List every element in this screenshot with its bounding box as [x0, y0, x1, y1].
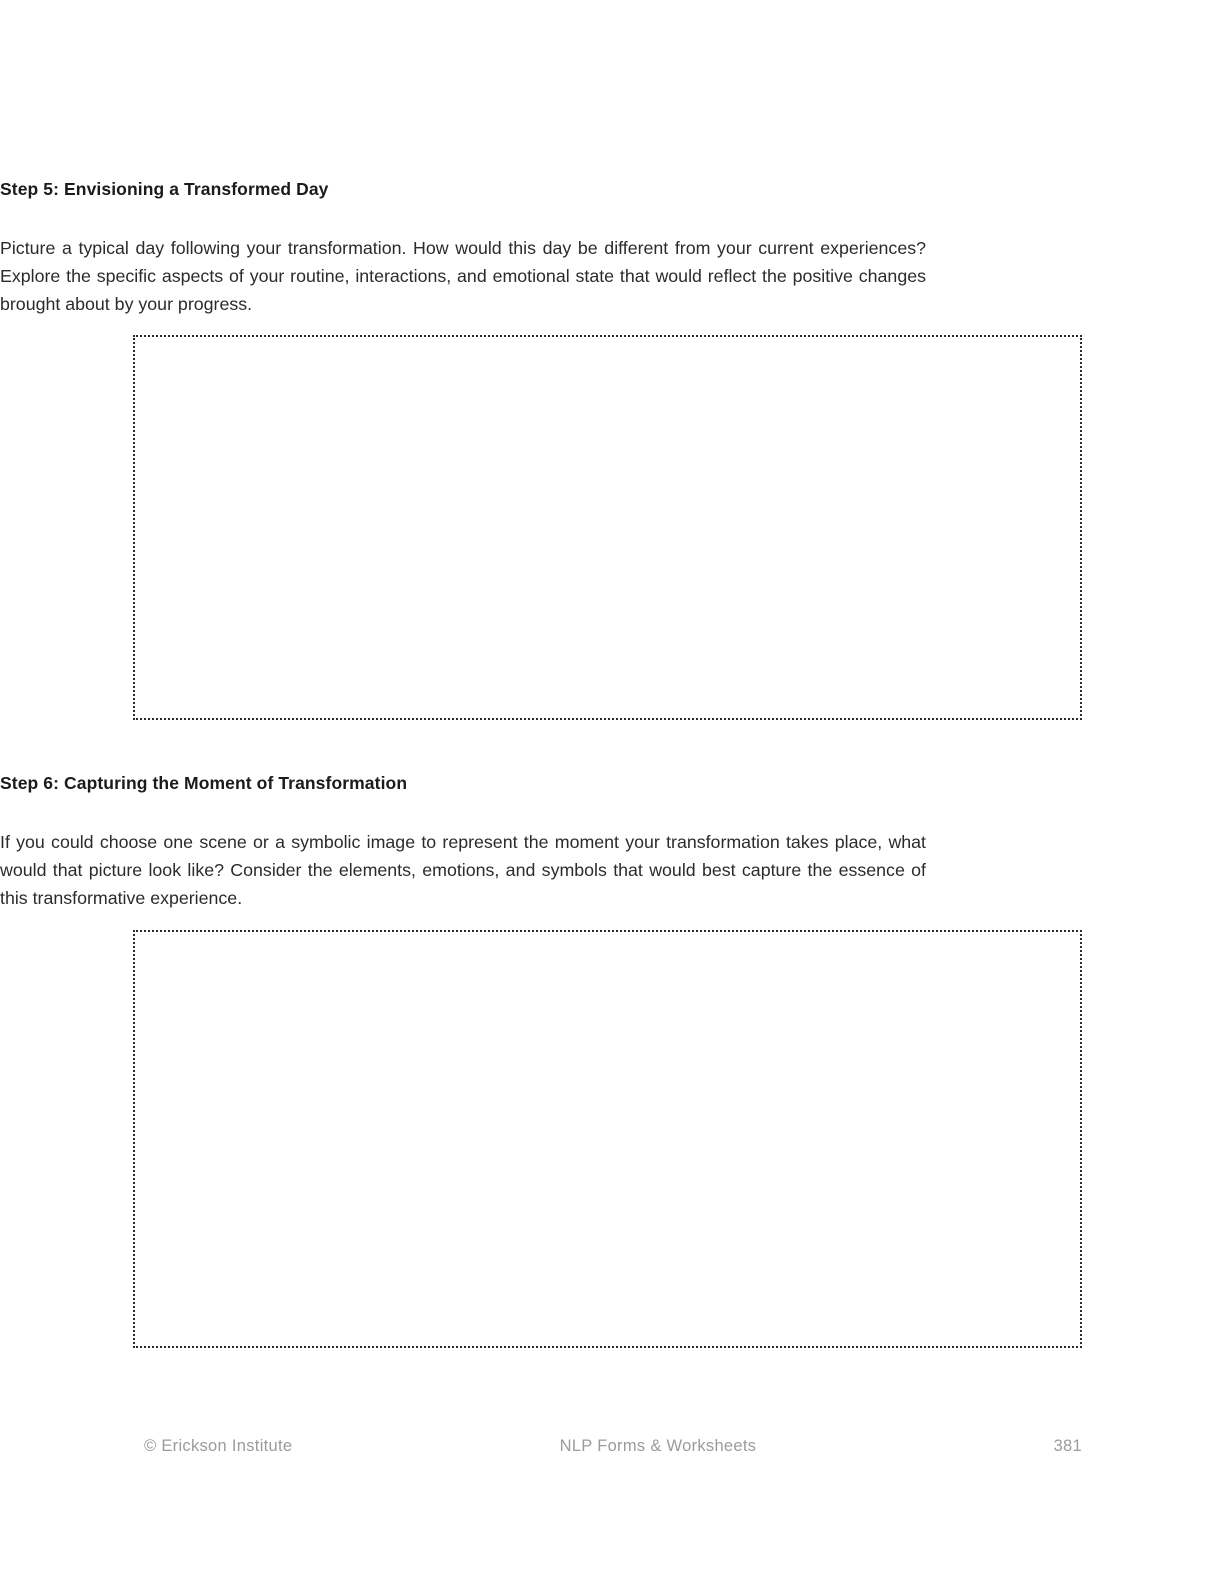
step-5-heading: Step 5: Envisioning a Transformed Day: [0, 179, 329, 199]
section-step-6: [0, 772, 926, 912]
page-footer: [144, 1437, 1082, 1456]
step-6-answer-box[interactable]: [133, 930, 1082, 1348]
footer-document-title: NLP Forms & Worksheets: [559, 1437, 757, 1455]
step-5-body-text: Picture a typical day following your transformation. How would this day be different from your current experiences? Explore the specific aspects of your routine, interactions, and emotional state that would reflect the positive changes brought about by your progress.: [0, 237, 926, 314]
section-step-5: [0, 178, 926, 318]
footer-page-number: 381: [1053, 1437, 1082, 1455]
step-5-answer-box[interactable]: [133, 335, 1082, 720]
step-6-body-text: If you could choose one scene or a symbolic image to represent the moment your transformation takes place, what would that picture look like? Consider the elements, emotions, and symbols that would best capture the essence of this transformative experience.: [0, 831, 926, 908]
footer-copyright: © Erickson Institute: [144, 1437, 293, 1455]
step-6-heading: Step 6: Capturing the Moment of Transformation: [0, 773, 408, 793]
